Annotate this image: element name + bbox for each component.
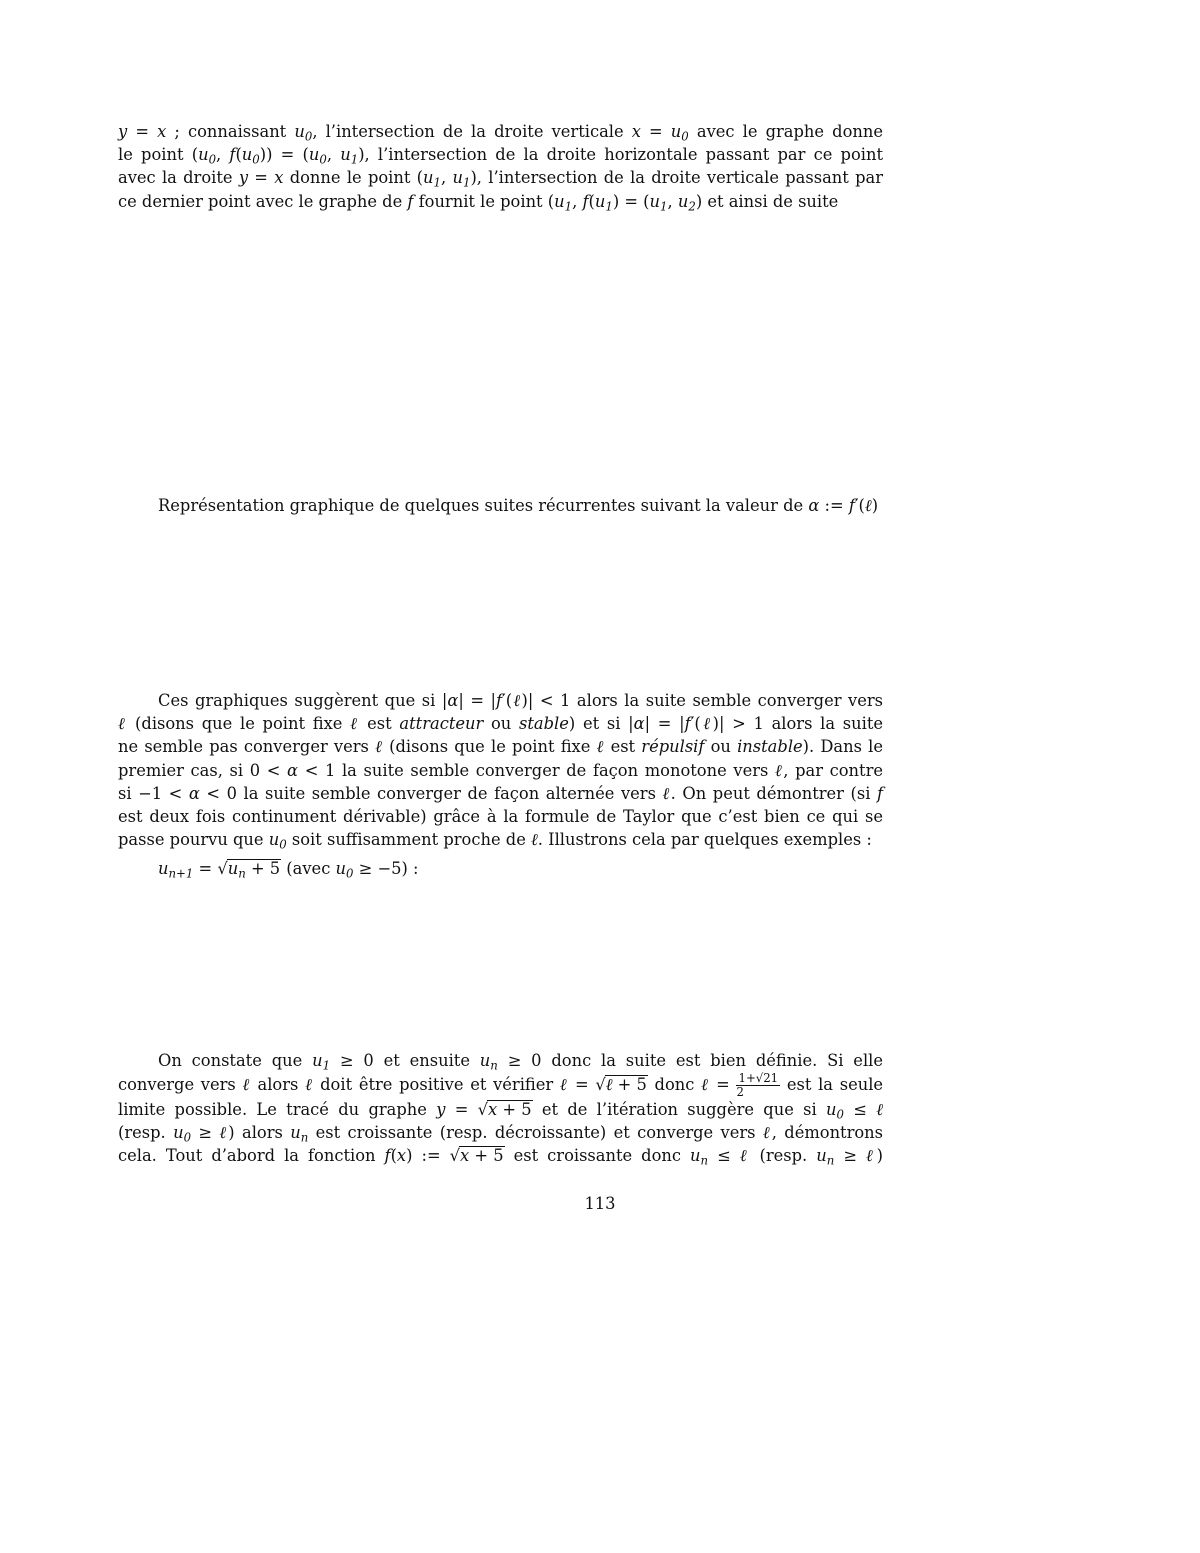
middle-line-2: ℓ (disons que le point fixe ℓ est attracteur ou stable) et si |α| = |f′(ℓ)| > 1 alors la suite — [118, 714, 884, 734]
middle-paragraph — [118, 689, 883, 851]
top-line-3: avec la droite y = x donne le point ($u_1$, $u_1$), l’intersection de la droite verticale passant par — [118, 168, 884, 190]
f-symbol: f — [848, 496, 855, 515]
bottom-line-4: (resp. $u_0$ ≥ ℓ) alors $u_n$ est croissante (resp. décroissante) et converge vers ℓ, démontrons — [118, 1123, 884, 1145]
bottom-paragraph — [118, 1049, 883, 1167]
middle-line-1: Ces graphiques suggèrent que si |α| = |f′(ℓ)| < 1 alors la suite semble converger vers — [158, 691, 884, 710]
bottom-line-3: limite possible. Le tracé du graphe y = √x + 5 et de l’itération suggère que si $u_0$ ≤ ℓ — [118, 1099, 883, 1122]
fraction-limit: $\frac{1+√21}{2}$ — [736, 1071, 779, 1099]
middle-line-6: est deux fois continument dérivable) grâce à la formule de Taylor que c’est bien ce qui se — [118, 807, 883, 827]
middle-line-7: passe pourvu que $u_0$ soit suffisamment proche de ℓ. Illustrons cela par quelques exemples : — [118, 830, 872, 852]
figure-caption: Représentation graphique de quelques suites récurrentes suivant la valeur de α := f′(ℓ) — [158, 496, 879, 515]
middle-line-3: ne semble pas converger vers ℓ (disons que le point fixe ℓ est répulsif ou instable). Dans le — [118, 737, 884, 757]
page-number: 113 — [584, 1194, 616, 1213]
top-line-1: y = x ; connaissant $u_0$, l’intersection de la droite verticale $x = u_0$ avec le graphe donne — [118, 122, 883, 144]
middle-line-5: si −1 < α < 0 la suite semble converger de façon alternée vers ℓ. On peut démontrer (si f — [118, 783, 883, 803]
bottom-line-2: converge vers ℓ alors ℓ doit être positive et vérifier ℓ = √ℓ + 5 donc ℓ = $\frac{1+√21}{2}$ est la seule — [118, 1071, 884, 1099]
ell-symbol: ℓ — [864, 496, 872, 515]
middle-line-4: premier cas, si 0 < α < 1 la suite semble converger de façon monotone vers ℓ, par contre — [118, 760, 883, 780]
top-line-2: le point ($u_0$, $f(u_0)) = (u_0$, $u_1$), l’intersection de la droite horizontale passant par ce point — [118, 145, 883, 167]
alpha-symbol: α — [808, 496, 820, 515]
top-paragraph — [118, 120, 883, 213]
bottom-line-1: On constate que $u_1 \ge 0$ et ensuite $u_n \ge 0$ donc la suite est bien définie. Si elle — [158, 1051, 883, 1073]
top-line-4: ce dernier point avec le graphe de f fournit le point ($u_1$, $f(u_1) = (u_1$, $u_2$) et ainsi de suite — [118, 191, 839, 214]
example-equation: $u_{n+1} = √u_n + 5$ (avec $u_0 \ge -5$) : — [158, 859, 419, 881]
bottom-line-5: cela. Tout d’abord la fonction f(x) := √x + 5 est croissante donc $u_n$ ≤ ℓ (resp. $u_n$ ≥ ℓ) — [118, 1146, 883, 1168]
